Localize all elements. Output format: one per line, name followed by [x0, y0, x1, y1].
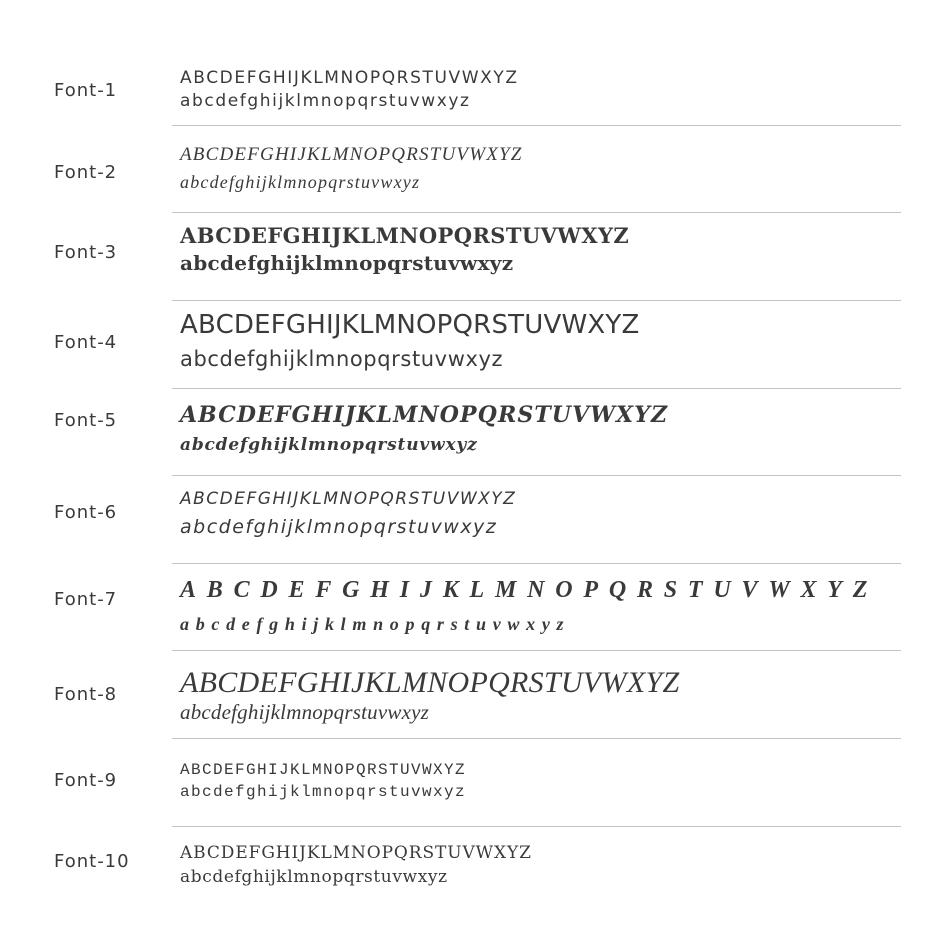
- font-label: Font-1: [54, 80, 118, 101]
- row-divider: [172, 475, 901, 476]
- lowercase-sample: abcdefghijklmnopqrstuvwxyz: [180, 783, 467, 801]
- font-label: Font-9: [54, 770, 118, 791]
- row-divider: [172, 738, 901, 739]
- uppercase-sample: ABCDEFGHIJKLMNOPQRSTUVWXYZ: [180, 489, 517, 509]
- font-label: Font-7: [54, 589, 118, 610]
- uppercase-sample: ABCDEFGHIJKLMNOPQRSTUVWXYZ: [180, 666, 680, 699]
- font-label: Font-5: [54, 410, 118, 431]
- uppercase-sample: ABCDEFGHIJKLMNOPQRSTUVWXYZ: [180, 402, 669, 428]
- row-divider: [172, 300, 901, 301]
- lowercase-sample: abcdefghijklmnopqrstuvwxyz: [180, 700, 429, 724]
- font-label: Font-4: [54, 332, 118, 353]
- lowercase-sample: abcdefghijklmnopqrstuvwxyz: [180, 251, 514, 275]
- uppercase-sample: ABCDEFGHIJKLMNOPQRSTUVWXYZ: [180, 68, 519, 88]
- row-divider: [172, 388, 901, 389]
- uppercase-sample: ABCDEFGHIJKLMNOPQRSTUVWXYZ: [180, 144, 523, 165]
- lowercase-sample: abcdefghijklmnopqrstuvwxyz: [180, 347, 504, 371]
- row-divider: [172, 212, 901, 213]
- lowercase-sample: abcdefghijklmnopqrstuvwxyz: [180, 614, 571, 634]
- row-divider: [172, 563, 901, 564]
- uppercase-sample: ABCDEFGHIJKLMNOPQRSTUVWXYZ: [180, 577, 879, 603]
- lowercase-sample: abcdefghijklmnopqrstuvwxyz: [180, 172, 421, 192]
- font-label: Font-3: [54, 242, 118, 263]
- uppercase-sample: ABCDEFGHIJKLMNOPQRSTUVWXYZ: [180, 310, 640, 340]
- font-label: Font-8: [54, 684, 118, 705]
- lowercase-sample: abcdefghijklmnopqrstuvwxyz: [180, 435, 478, 455]
- row-divider: [172, 826, 901, 827]
- uppercase-sample: ABCDEFGHIJKLMNOPQRSTUVWXYZ: [180, 761, 467, 779]
- uppercase-sample: ABCDEFGHIJKLMNOPQRSTUVWXYZ: [180, 843, 532, 863]
- font-label: Font-10: [54, 851, 130, 872]
- font-label: Font-6: [54, 502, 118, 523]
- font-label: Font-2: [54, 162, 118, 183]
- row-divider: [172, 125, 901, 126]
- uppercase-sample: ABCDEFGHIJKLMNOPQRSTUVWXYZ: [180, 223, 630, 248]
- lowercase-sample: abcdefghijklmnopqrstuvwxyz: [180, 91, 471, 111]
- lowercase-sample: abcdefghijklmnopqrstuvwxyz: [180, 516, 498, 538]
- lowercase-sample: abcdefghijklmnopqrstuvwxyz: [180, 867, 448, 887]
- row-divider: [172, 650, 901, 651]
